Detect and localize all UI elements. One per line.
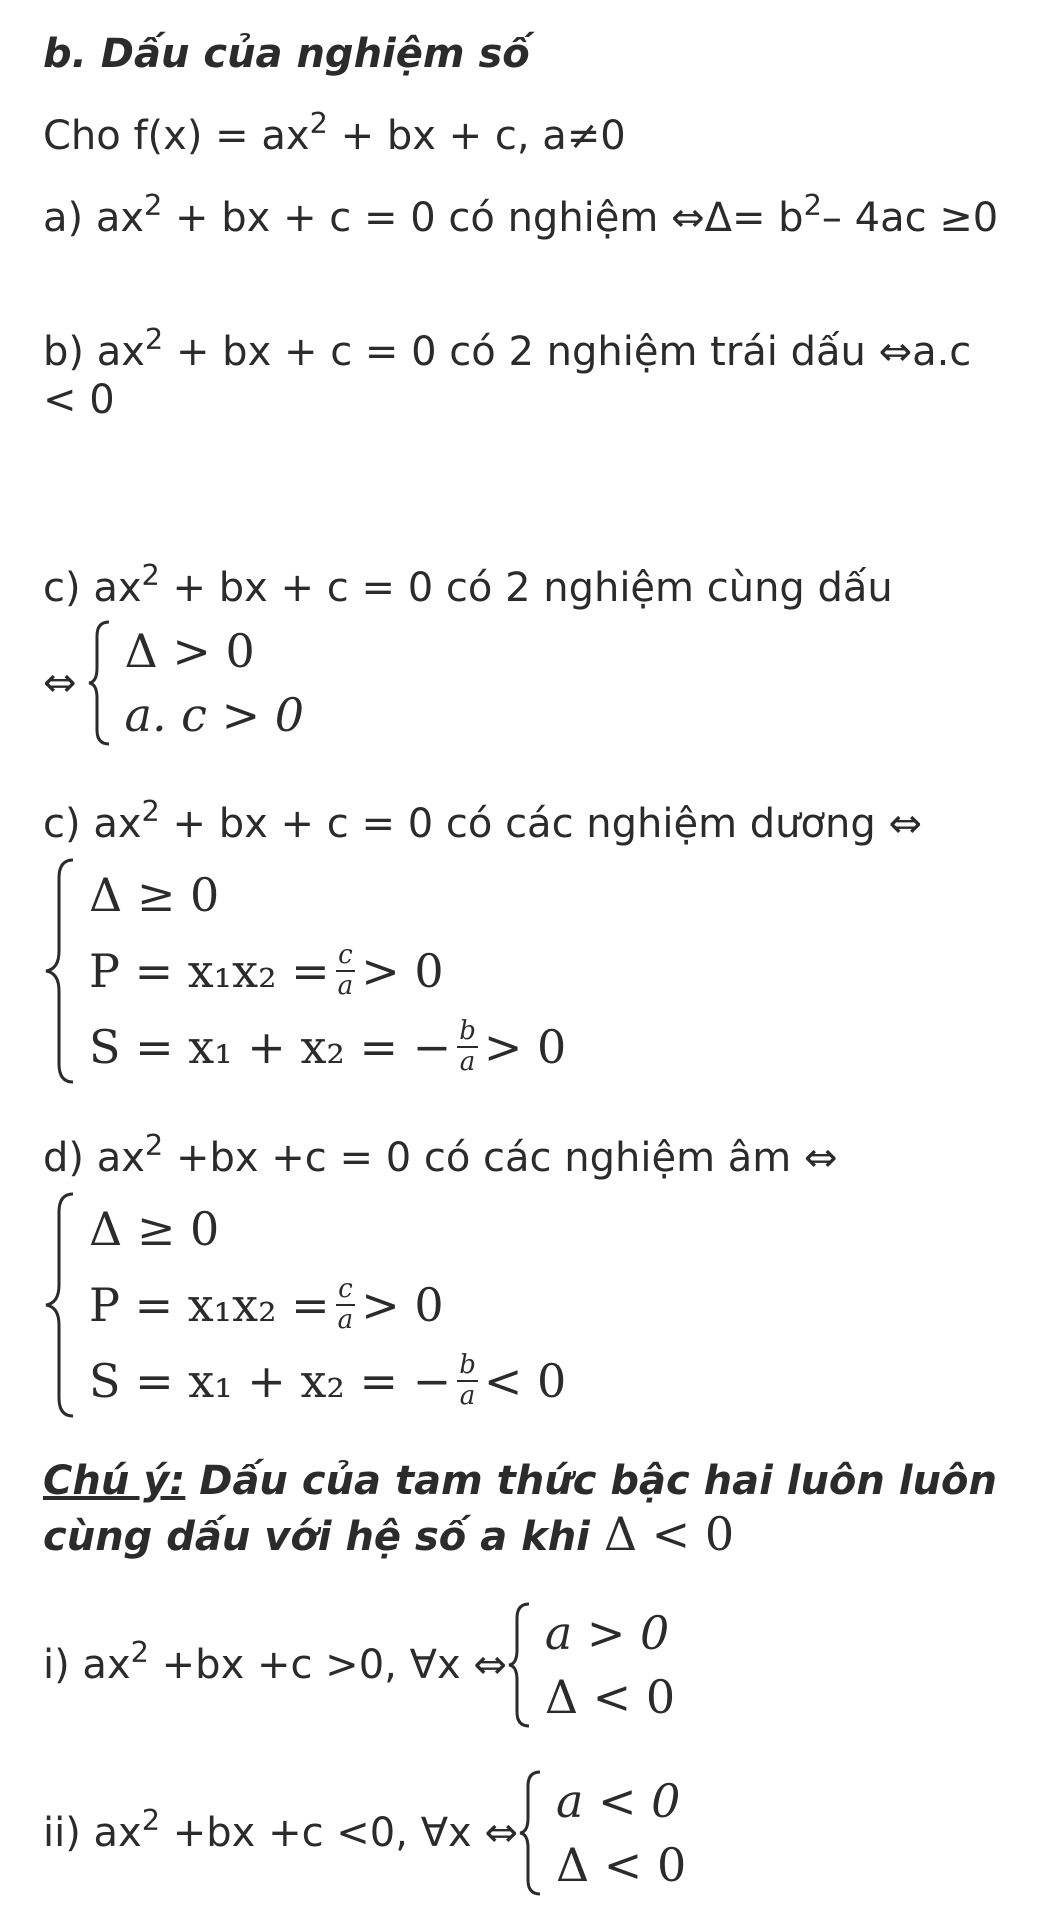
- brace-icon: [518, 1768, 544, 1898]
- item-c-same-sign: c) $ax^2$ + bx + c = 0 có 2 nghiệm cùng dấu: [43, 558, 893, 611]
- condition-line: a > 0: [544, 1606, 670, 1660]
- condition-line: a < 0: [555, 1774, 681, 1828]
- fraction: $\frac{b}{a}$: [459, 1350, 476, 1411]
- item-d-negative: d) $ax^2 +bx +c = 0$ có các nghiệm âm ⇔: [43, 1128, 838, 1181]
- condition-line: S = x₁ + x₂ = − $\frac{b}{a}$ > 0: [89, 1016, 567, 1077]
- fraction: $\frac{c}{a}$: [337, 1274, 354, 1335]
- condition-line: Δ ≥ 0: [89, 1202, 220, 1256]
- system-negative: [43, 1190, 1028, 1420]
- item-i: i) $ax^2 +bx +c >0$, ∀x ⇔ a > 0 Δ < 0: [43, 1600, 1028, 1730]
- system-positive: [43, 856, 1028, 1086]
- condition-line: Δ ≥ 0: [89, 868, 220, 922]
- fraction: $\frac{b}{a}$: [459, 1016, 476, 1077]
- system-c-same-sign: ⇔ Δ > 0 a. c > 0: [43, 618, 1028, 748]
- brace-icon: [507, 1600, 533, 1730]
- brace-icon: [43, 856, 77, 1086]
- condition-line: S = x₁ + x₂ = − $\frac{b}{a}$ < 0: [89, 1350, 567, 1411]
- brace-icon: [87, 618, 113, 748]
- condition-line: Δ < 0: [544, 1670, 676, 1724]
- condition-line: a. c > 0: [124, 688, 305, 742]
- condition-line: P = x₁x₂ = $\frac{c}{a}$ > 0: [89, 940, 444, 1001]
- note-math: Δ < 0: [603, 1507, 735, 1561]
- brace-icon: [43, 1190, 77, 1420]
- condition-line: P = x₁x₂ = $\frac{c}{a}$ > 0: [89, 1274, 444, 1335]
- note-paragraph: Chú ý: Dấu của tam thức bậc hai luôn luôn cùng dấu với hệ số a khi Δ < 0: [43, 1458, 997, 1561]
- item-b: b) $ax^2$ + bx + c = 0 có 2 nghiệm trái dấu ⇔a.c < 0: [43, 322, 972, 423]
- intro-line: Cho $f(x) = ax^2$ + bx + c, a≠0: [43, 106, 626, 159]
- fraction: $\frac{c}{a}$: [337, 940, 354, 1001]
- system-i: [507, 1600, 675, 1730]
- item-c-positive: c) $ax^2$ + bx + c = 0 có các nghiệm dương ⇔: [43, 794, 922, 847]
- system-ii: [518, 1768, 686, 1898]
- item-ii: ii) $ax^2 +bx +c <0$, ∀x ⇔ a < 0 Δ < 0: [43, 1768, 1028, 1898]
- item-a: a) $ax^2$ + bx + c = 0 có nghiệm ⇔Δ= $b^2-$ 4ac ≥0: [43, 188, 999, 241]
- section-heading: b. Dấu của nghiệm số: [43, 31, 530, 77]
- condition-line: Δ > 0: [124, 624, 255, 678]
- condition-line: Δ < 0: [555, 1838, 687, 1892]
- note-label: Chú ý:: [43, 1458, 186, 1504]
